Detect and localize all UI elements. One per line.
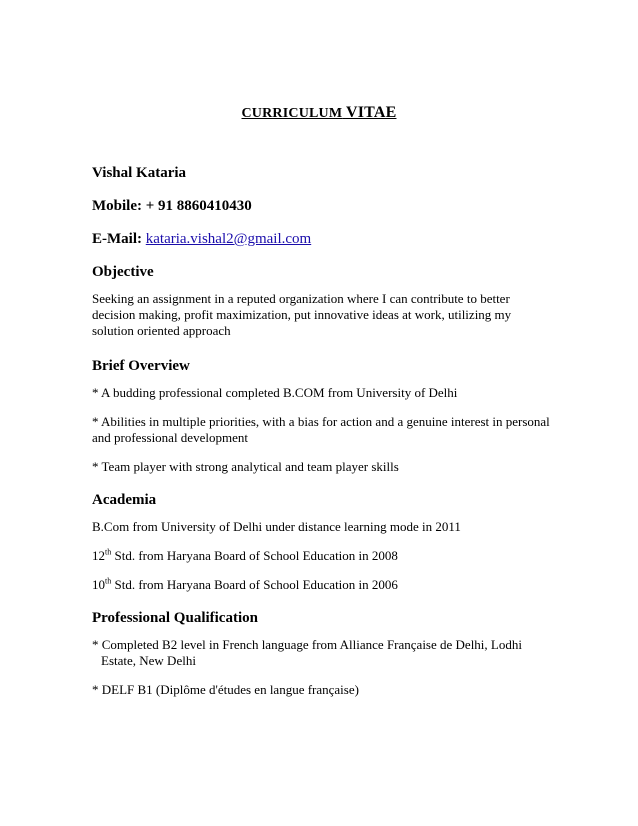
objective-text: Seeking an assignment in a reputed organization where I can contribute to better decision making, profit maximization, put innovative ideas at work, utilizing my solution oriented approach bbox=[92, 291, 512, 338]
professional-item: * DELF B1 (Diplôme d'études en langue française) bbox=[92, 682, 359, 697]
academia-detail: Std. from Haryana Board of School Education in 2006 bbox=[111, 577, 398, 592]
academia-item bbox=[92, 577, 552, 593]
mobile-label: Mobile: bbox=[92, 198, 142, 214]
professional-heading: Professional Qualification bbox=[92, 610, 258, 626]
title-word-vitae: VITAE bbox=[345, 104, 397, 121]
resume-content bbox=[92, 164, 552, 711]
overview-item: * Abilities in multiple priorities, with a bias for action and a genuine interest in personal and professional development bbox=[92, 414, 550, 445]
academia-item: B.Com from University of Delhi under distance learning mode in 2011 bbox=[92, 519, 461, 534]
academia-heading: Academia bbox=[92, 492, 157, 508]
academia-grade-suffix: th bbox=[105, 547, 112, 557]
email-line bbox=[92, 230, 552, 248]
mobile-value: + 91 8860410430 bbox=[145, 198, 252, 214]
email-link[interactable]: kataria.vishal2@gmail.com bbox=[145, 231, 312, 247]
candidate-name: Vishal Kataria bbox=[92, 165, 187, 181]
email-label: E-Mail: bbox=[92, 231, 142, 247]
academia-detail: Std. from Haryana Board of School Education in 2008 bbox=[111, 548, 398, 563]
mobile-line bbox=[92, 197, 552, 215]
overview-item: * A budding professional completed B.COM from University of Delhi bbox=[92, 385, 458, 400]
objective-heading: Objective bbox=[92, 264, 154, 280]
academia-grade: 10 bbox=[92, 577, 105, 592]
academia-item bbox=[92, 548, 552, 564]
overview-item: * Team player with strong analytical and team player skills bbox=[92, 459, 399, 474]
overview-heading: Brief Overview bbox=[92, 358, 190, 374]
academia-grade-suffix: th bbox=[105, 576, 112, 586]
professional-item: * Completed B2 level in French language from Alliance Française de Delhi, Lodhi Estate, New Delhi bbox=[92, 637, 522, 668]
document-title bbox=[0, 104, 638, 122]
title-word-curriculum: CURRICULUM bbox=[241, 106, 343, 121]
academia-grade: 12 bbox=[92, 548, 105, 563]
